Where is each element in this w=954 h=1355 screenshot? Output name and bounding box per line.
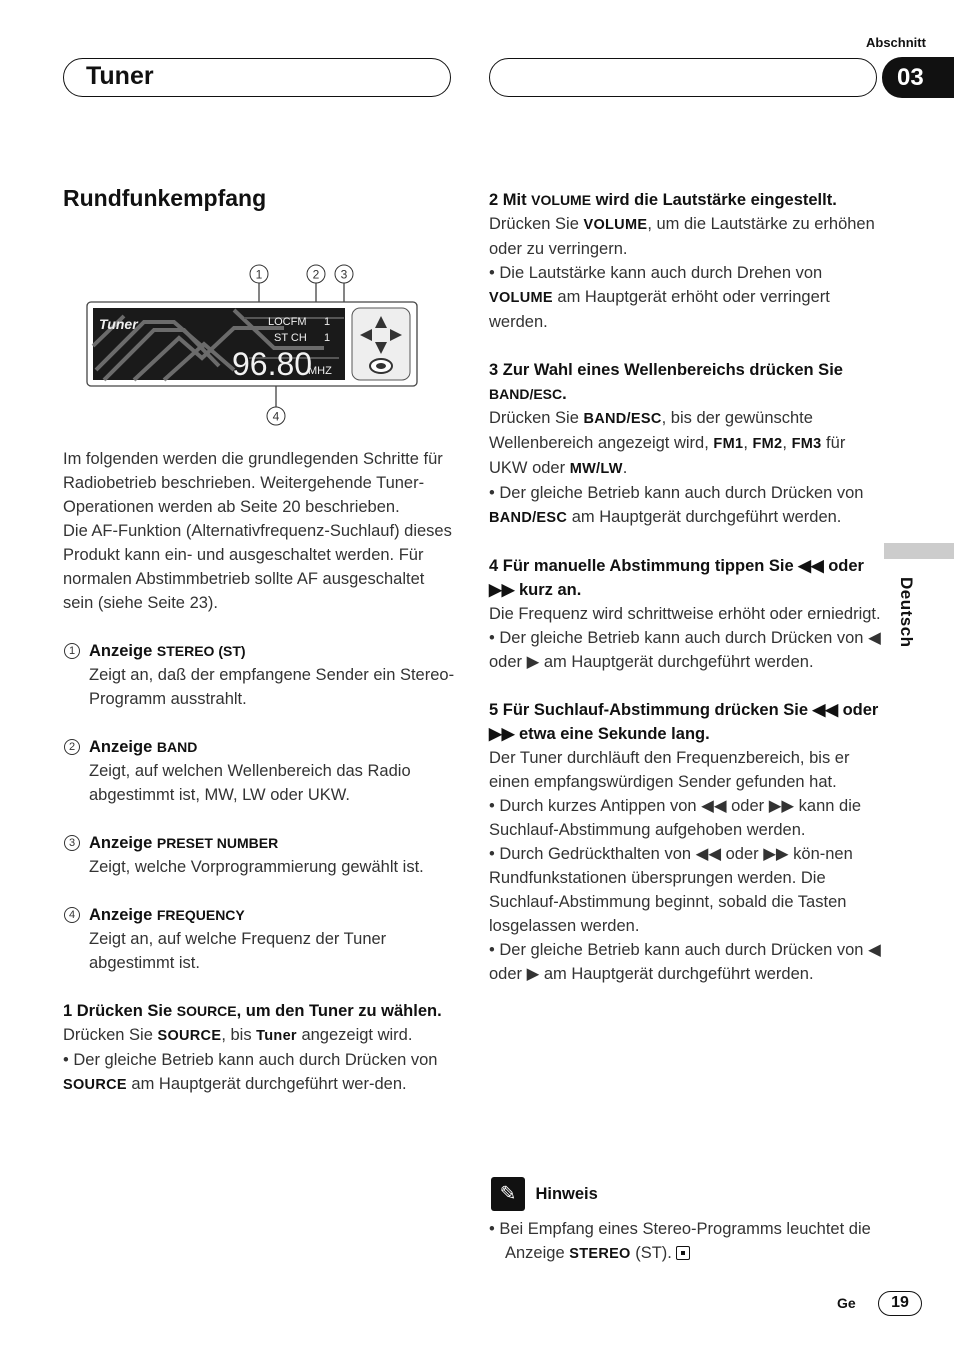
- intro-paragraph-1: Im folgenden werden die grundlegenden Schritte für Radiobetrieb beschrieben. Weitergehende Tuner-Operationen werden ab Seite 20 beschrieben.: [63, 450, 443, 516]
- item-number-circle: 1: [64, 643, 80, 659]
- step-5-bullet: • Der gleiche Betrieb kann auch durch Drücken von ◀ oder ▶ am Hauptgerät durchgeführt werden.: [489, 941, 881, 983]
- svg-text:2: 2: [312, 267, 320, 282]
- indicator-item: 1 Anzeige STEREO (ST) Zeigt an, daß der empfangene Sender ein Stereo-Programm ausstrahlt.: [63, 639, 455, 711]
- section-label: Abschnitt: [866, 35, 926, 50]
- left-column: [63, 186, 455, 210]
- svg-text:3: 3: [340, 267, 348, 282]
- step-2-text: Drücken Sie VOLUME, um die Lautstärke zu erhöhen oder zu verringern.: [489, 215, 875, 258]
- intro-paragraph-2: Die AF-Funktion (Alternativfrequenz-Suchlauf) dieses Produkt kann ein- und ausgeschaltet werden. Für normalen Abstimmbetrieb sollte AF ausgeschaltet sein (siehe Seite 23).: [63, 522, 452, 612]
- chapter-header-box: [63, 58, 451, 97]
- step-3-bullet: • Der gleiche Betrieb kann auch durch Drücken von BAND/ESC am Hauptgerät durchgeführt werden.: [489, 484, 864, 526]
- note-bullet: • Bei Empfang eines Stereo-Programms leuchtet die Anzeige STEREO (ST).: [489, 1220, 871, 1262]
- step-1-heading: 1 Drücken Sie SOURCE, um den Tuner zu wählen.: [63, 1002, 442, 1020]
- item-number-circle: 4: [64, 907, 80, 923]
- indicator-item: 2 Anzeige BAND Zeigt, auf welchen Wellenbereich das Radio abgestimmt ist, MW, LW oder UKW.: [63, 735, 455, 807]
- indicator-item: 3 Anzeige PRESET NUMBER Zeigt, welche Vorprogrammierung gewählt ist.: [63, 831, 455, 879]
- item-number-circle: 3: [64, 835, 80, 851]
- step-1-text: Drücken Sie SOURCE, bis Tuner angezeigt wird.: [63, 1026, 413, 1044]
- step-2-heading: 2 Mit VOLUME wird die Lautstärke eingestellt.: [489, 191, 837, 209]
- note-header: [491, 1177, 598, 1211]
- svg-text:1: 1: [255, 267, 263, 282]
- step-4-heading: 4 Für manuelle Abstimmung tippen Sie ◀◀ oder ▶▶ kurz an.: [489, 557, 864, 599]
- left-body: [63, 447, 455, 1097]
- display-preset-text: 1: [324, 316, 331, 328]
- step-4-bullet: • Der gleiche Betrieb kann auch durch Drücken von ◀ oder ▶ am Hauptgerät durchgeführt werden.: [489, 629, 881, 671]
- step-3-text: Drücken Sie BAND/ESC, bis der gewünschte Wellenbereich angezeigt wird, FM1, FM2, FM3 für UKW oder MW/LW.: [489, 409, 846, 477]
- display-stch-text: ST CH: [274, 332, 307, 344]
- control-pad-icon: [352, 308, 410, 380]
- step-2-bullet: • Die Lautstärke kann auch durch Drehen von VOLUME am Hauptgerät erhöht oder verringert werden.: [489, 264, 830, 331]
- display-stch-num: 1: [324, 332, 331, 344]
- step-5-heading: 5 Für Suchlauf-Abstimmung drücken Sie ◀◀ oder ▶▶ etwa eine Sekunde lang.: [489, 701, 879, 743]
- step-4-text: Die Frequenz wird schrittweise erhöht oder erniedrigt.: [489, 605, 881, 623]
- pencil-icon: ✎: [491, 1177, 525, 1211]
- tuner-display-illustration: [84, 258, 424, 430]
- display-frequency-text: 96.80: [232, 346, 313, 382]
- chapter-title: Tuner: [86, 62, 154, 90]
- end-mark-icon: [676, 1246, 690, 1260]
- right-column: [489, 188, 881, 986]
- note-title: Hinweis: [535, 1184, 598, 1203]
- step-1-bullet: • Der gleiche Betrieb kann auch durch Drücken von SOURCE am Hauptgerät durchgeführt wer-den.: [63, 1051, 438, 1093]
- step-5-bullet: • Durch Gedrückthalten von ◀◀ oder ▶▶ kön-nen Rundfunkstationen übersprungen werden. Die Suchlauf-Abstimmung beginnt, sobald die Tasten losgelassen werden.: [489, 845, 853, 935]
- step-3-heading: 3 Zur Wahl eines Wellenbereichs drücken Sie BAND/ESC.: [489, 361, 843, 403]
- section-heading: Rundfunkempfang: [63, 185, 267, 211]
- display-brand-text: Tuner: [99, 316, 138, 332]
- footer-language-code: Ge: [837, 1295, 856, 1311]
- language-tab-marker: [884, 543, 954, 559]
- display-locfm-text: LOCFM: [268, 316, 307, 328]
- item-number-circle: 2: [64, 739, 80, 755]
- header-empty-box: [489, 58, 877, 97]
- step-5-text: Der Tuner durchläuft den Frequenzbereich, bis er einen empfangswürdigen Sender gefunden hat.: [489, 749, 850, 791]
- display-unit-text: MHZ: [308, 365, 332, 377]
- language-tab-label: Deutsch: [897, 577, 916, 648]
- indicator-item: 4 Anzeige FREQUENCY Zeigt an, auf welche Frequenz der Tuner abgestimmt ist.: [63, 903, 455, 975]
- section-number-badge: 03: [882, 57, 954, 98]
- step-5-bullet: • Durch kurzes Antippen von ◀◀ oder ▶▶ kann die Suchlauf-Abstimmung aufgehoben werden.: [489, 797, 862, 839]
- page-number: 19: [878, 1291, 922, 1316]
- svg-text:4: 4: [272, 409, 280, 424]
